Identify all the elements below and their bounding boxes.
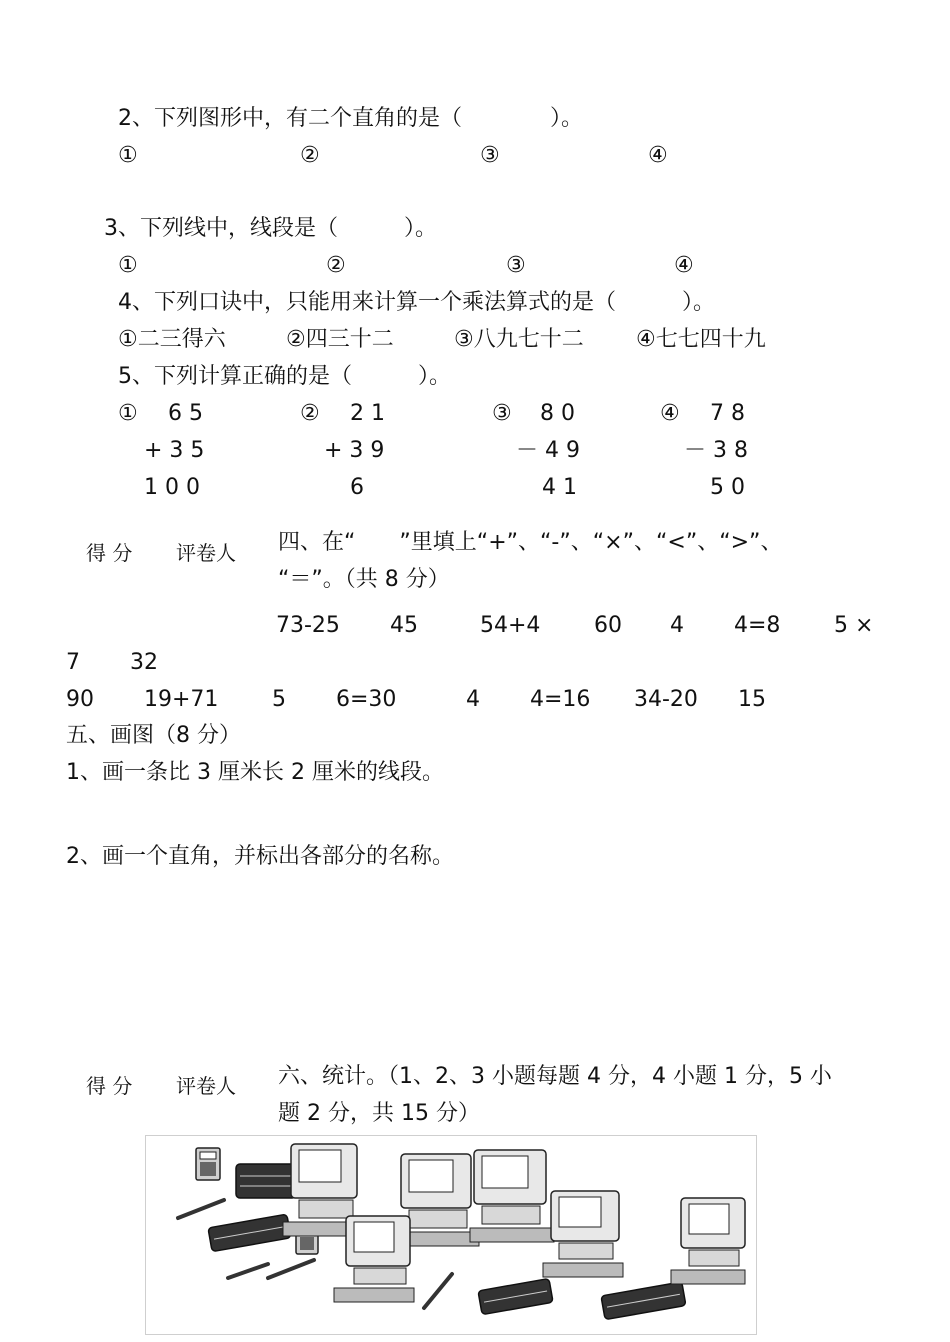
q5-option-4-result: 5 0: [710, 475, 745, 500]
section4-row3-item: 4: [466, 687, 480, 712]
section5-item-2: 2、画一个直角，并标出各部分的名称。: [66, 844, 454, 869]
q5-option-2-top: 2 1: [350, 401, 385, 426]
q3-option-4: ④: [674, 253, 694, 278]
q4-option-1: ①二三得六: [118, 327, 226, 352]
q5-option-1-top: 6 5: [168, 401, 203, 426]
q4-stem: 4、下列口诀中，只能用来计算一个乘法算式的是（ ）。: [118, 290, 715, 315]
section4-title-line1: 四、在“ ”里填上“+”、“-”、“×”、“<”、“>”、: [278, 530, 783, 555]
q5-option-2-result: 6: [350, 475, 364, 500]
score-label-4: 得 分: [86, 541, 133, 565]
q5-option-3-op: － 4 9: [516, 438, 580, 463]
pencil-icon: [424, 1274, 452, 1308]
score-label-6: 得 分: [86, 1074, 133, 1098]
computer-icon: [334, 1216, 414, 1302]
q5-option-3-top: 8 0: [540, 401, 575, 426]
abacus-icon: [236, 1164, 296, 1198]
section4-title-line2: “＝”。（共 8 分）: [278, 567, 450, 592]
section4-row3-item: 4=16: [530, 687, 591, 712]
q4-option-4: ④七七四十九: [636, 327, 766, 352]
abacus-icon: [478, 1278, 553, 1314]
section4-row1-item: 73-25: [276, 613, 340, 638]
section4-row1-item: 4: [670, 613, 684, 638]
q2-stem: 2、下列图形中，有二个直角的是（ ）。: [118, 106, 583, 131]
q3-stem: 3、下列线中，线段是（ ）。: [104, 216, 437, 241]
computer-icon: [470, 1150, 554, 1242]
section4-row3-item: 19+71: [144, 687, 219, 712]
pencil-icon: [178, 1200, 224, 1218]
section4-row1-item: 5 ×: [834, 613, 874, 638]
section4-row3-item: 90: [66, 687, 94, 712]
section4-row1-item: 4=8: [734, 613, 781, 638]
section4-row2-item: 7: [66, 650, 80, 675]
section5-title: 五、画图（8 分）: [66, 723, 241, 748]
q3-option-3: ③: [506, 253, 526, 278]
section4-row3-item: 34-20: [634, 687, 698, 712]
q5-option-3-label: ③: [492, 401, 512, 426]
calculator-icon: [196, 1148, 220, 1180]
pencil-icon: [268, 1260, 314, 1278]
q3-option-2: ②: [326, 253, 346, 278]
reviewer-label-6: 评卷人: [176, 1074, 236, 1098]
section4-row3-item: 5: [272, 687, 286, 712]
q5-option-2-op: + 3 9: [324, 438, 385, 463]
q4-option-2: ②四三十二: [286, 327, 394, 352]
computer-icon: [543, 1191, 623, 1277]
section6-title-line1: 六、统计。（1、2、3 小题每题 4 分，4 小题 1 分，5 小: [278, 1064, 832, 1089]
q5-option-1-label: ①: [118, 401, 138, 426]
q5-option-1-op: + 3 5: [144, 438, 205, 463]
reviewer-label-4: 评卷人: [176, 541, 236, 565]
q2-option-3: ③: [480, 143, 500, 168]
section5-item-1: 1、画一条比 3 厘米长 2 厘米的线段。: [66, 760, 444, 785]
section4-row3-item: 6=30: [336, 687, 397, 712]
q5-option-1-result: 1 0 0: [144, 475, 200, 500]
q2-option-2: ②: [300, 143, 320, 168]
abacus-icon: [208, 1214, 291, 1252]
q5-option-3-result: 4 1: [542, 475, 577, 500]
section6-title-line2: 题 2 分，共 15 分）: [278, 1101, 480, 1126]
q5-option-4-op: － 3 8: [684, 438, 748, 463]
q2-option-1: ①: [118, 143, 138, 168]
statistics-illustration-svg: [146, 1136, 757, 1335]
abacus-icon: [601, 1282, 686, 1320]
q3-option-1: ①: [118, 253, 138, 278]
q5-option-2-label: ②: [300, 401, 320, 426]
section4-row2-item: 32: [130, 650, 158, 675]
computer-icon: [671, 1198, 745, 1284]
q2-option-4: ④: [648, 143, 668, 168]
pencil-icon: [228, 1264, 268, 1278]
q5-option-4-label: ④: [660, 401, 680, 426]
section4-row1-item: 54+4: [480, 613, 541, 638]
section4-row1-item: 60: [594, 613, 622, 638]
q5-stem: 5、下列计算正确的是（ ）。: [118, 364, 451, 389]
q4-option-3: ③八九七十二: [454, 327, 584, 352]
section4-row3-item: 15: [738, 687, 766, 712]
q5-option-4-top: 7 8: [710, 401, 745, 426]
section4-row1-item: 45: [390, 613, 418, 638]
statistics-illustration: [145, 1135, 757, 1335]
